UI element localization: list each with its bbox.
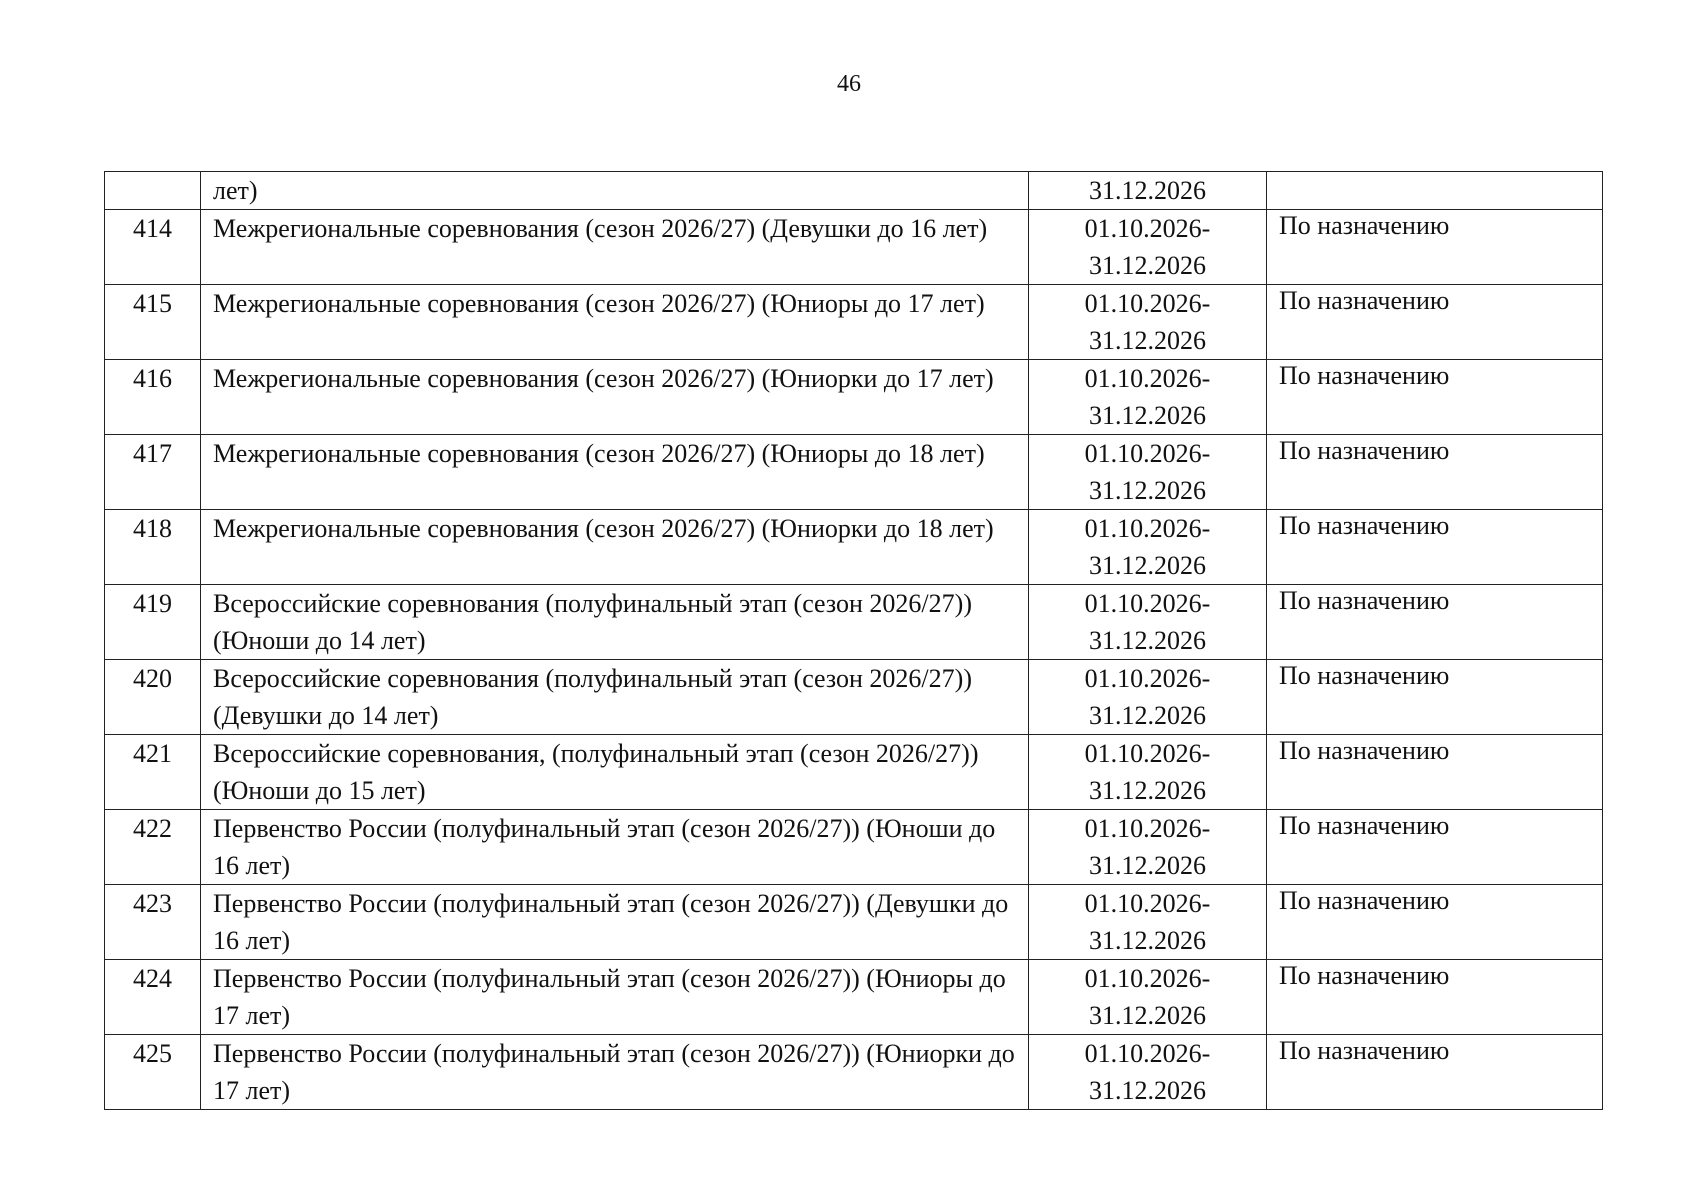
cell-number: 419 [105, 585, 201, 660]
table-row [105, 285, 1603, 360]
cell-place [1267, 585, 1603, 660]
table-row [105, 210, 1603, 285]
date-start: 01.10.2026- [1084, 589, 1211, 618]
place-text: По назначению [1279, 961, 1450, 990]
cell-name: Межрегиональные соревнования (сезон 2026/27) (Юниоры до 17 лет) [201, 285, 1029, 360]
date-start: 01.10.2026- [1084, 439, 1211, 468]
cell-name: Межрегиональные соревнования (сезон 2026/27) (Юниорки до 18 лет) [201, 510, 1029, 585]
place-text: По назначению [1279, 361, 1450, 390]
date-end: 31.12.2026 [1089, 701, 1206, 730]
cell-place [1267, 735, 1603, 810]
date-start: 01.10.2026- [1084, 364, 1211, 393]
cell-dates: 31.12.2026 [1029, 172, 1267, 210]
table-row [105, 660, 1603, 735]
date-end: 31.12.2026 [1089, 776, 1206, 805]
cell-number: 423 [105, 885, 201, 960]
cell-place [1267, 285, 1603, 360]
cell-dates [1029, 960, 1267, 1035]
place-text: По назначению [1279, 211, 1450, 240]
cell-number: 414 [105, 210, 201, 285]
table-row [105, 585, 1603, 660]
table-row [105, 810, 1603, 885]
date-end: 31.12.2026 [1089, 851, 1206, 880]
cell-dates [1029, 510, 1267, 585]
cell-name: Первенство России (полуфинальный этап (сезон 2026/27)) (Юниоры до 17 лет) [201, 960, 1029, 1035]
cell-number: 417 [105, 435, 201, 510]
date-start: 01.10.2026- [1084, 964, 1211, 993]
date-end: 31.12.2026 [1089, 926, 1206, 955]
date-start: 01.10.2026- [1084, 214, 1211, 243]
cell-dates [1029, 585, 1267, 660]
cell-name: Первенство России (полуфинальный этап (сезон 2026/27)) (Девушки до 16 лет) [201, 885, 1029, 960]
cell-name: Межрегиональные соревнования (сезон 2026/27) (Юниоры до 18 лет) [201, 435, 1029, 510]
cell-name: Всероссийские соревнования, (полуфинальный этап (сезон 2026/27)) (Юноши до 15 лет) [201, 735, 1029, 810]
date-end: 31.12.2026 [1089, 326, 1206, 355]
cell-place [1267, 510, 1603, 585]
place-text: По назначению [1279, 586, 1450, 615]
cell-dates [1029, 360, 1267, 435]
place-text: По назначению [1279, 811, 1450, 840]
place-text: По назначению [1279, 1036, 1450, 1065]
cell-number: 418 [105, 510, 201, 585]
cell-dates [1029, 1035, 1267, 1110]
cell-place [1267, 435, 1603, 510]
table-row [105, 885, 1603, 960]
cell-name: Первенство России (полуфинальный этап (сезон 2026/27)) (Юноши до 16 лет) [201, 810, 1029, 885]
cell-name: Первенство России (полуфинальный этап (сезон 2026/27)) (Юниорки до 17 лет) [201, 1035, 1029, 1110]
cell-dates [1029, 285, 1267, 360]
cell-number: 421 [105, 735, 201, 810]
table-row [105, 1035, 1603, 1110]
competition-schedule-table [104, 171, 1603, 1110]
cell-dates [1029, 210, 1267, 285]
table-row [105, 435, 1603, 510]
date-end: 31.12.2026 [1089, 1076, 1206, 1105]
date-start: 01.10.2026- [1084, 664, 1211, 693]
date-end: 31.12.2026 [1089, 1001, 1206, 1030]
cell-place [1267, 172, 1603, 210]
cell-place [1267, 210, 1603, 285]
date-end: 31.12.2026 [1089, 251, 1206, 280]
cell-place [1267, 660, 1603, 735]
date-end: 31.12.2026 [1089, 476, 1206, 505]
date-start: 01.10.2026- [1084, 1039, 1211, 1068]
date-end: 31.12.2026 [1089, 401, 1206, 430]
date-start: 01.10.2026- [1084, 514, 1211, 543]
cell-place [1267, 810, 1603, 885]
cell-name: Всероссийские соревнования (полуфинальный этап (сезон 2026/27)) (Юноши до 14 лет) [201, 585, 1029, 660]
page-number: 46 [837, 71, 861, 97]
date-start: 01.10.2026- [1084, 739, 1211, 768]
place-text: По назначению [1279, 436, 1450, 465]
cell-name: Всероссийские соревнования (полуфинальный этап (сезон 2026/27)) (Девушки до 14 лет) [201, 660, 1029, 735]
cell-number: 424 [105, 960, 201, 1035]
cell-place [1267, 885, 1603, 960]
cell-dates [1029, 735, 1267, 810]
place-text: По назначению [1279, 661, 1450, 690]
cell-name: лет) [201, 172, 1029, 210]
cell-number: 416 [105, 360, 201, 435]
cell-number: 415 [105, 285, 201, 360]
date-start: 01.10.2026- [1084, 289, 1211, 318]
cell-name: Межрегиональные соревнования (сезон 2026/27) (Юниорки до 17 лет) [201, 360, 1029, 435]
cell-place [1267, 960, 1603, 1035]
date-start: 01.10.2026- [1084, 814, 1211, 843]
place-text: По назначению [1279, 286, 1450, 315]
place-text: По назначению [1279, 886, 1450, 915]
cell-dates [1029, 885, 1267, 960]
table-row [105, 735, 1603, 810]
cell-dates [1029, 435, 1267, 510]
table-row [105, 960, 1603, 1035]
cell-place [1267, 360, 1603, 435]
cell-number [105, 172, 201, 210]
cell-name: Межрегиональные соревнования (сезон 2026/27) (Девушки до 16 лет) [201, 210, 1029, 285]
cell-number: 425 [105, 1035, 201, 1110]
cell-number: 422 [105, 810, 201, 885]
cell-number: 420 [105, 660, 201, 735]
date-end: 31.12.2026 [1089, 626, 1206, 655]
table-row-continuation [105, 172, 1603, 210]
cell-dates [1029, 660, 1267, 735]
cell-place [1267, 1035, 1603, 1110]
place-text: По назначению [1279, 736, 1450, 765]
date-end: 31.12.2026 [1089, 551, 1206, 580]
place-text: По назначению [1279, 511, 1450, 540]
cell-dates [1029, 810, 1267, 885]
table-body [105, 172, 1603, 1110]
table-row [105, 510, 1603, 585]
date-start: 01.10.2026- [1084, 889, 1211, 918]
table-row [105, 360, 1603, 435]
